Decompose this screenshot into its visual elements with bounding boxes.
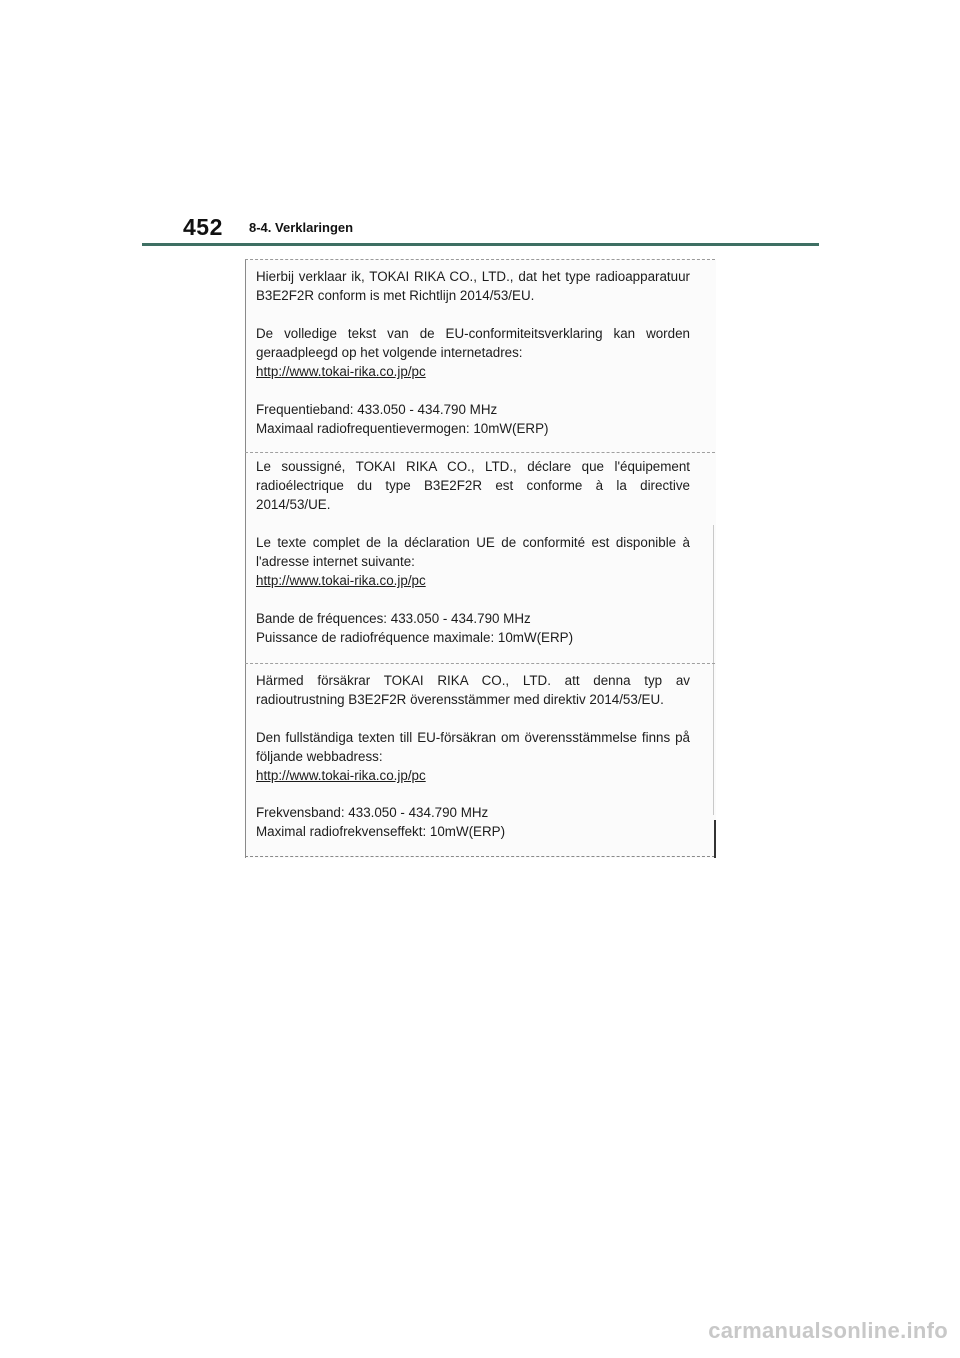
swedish-url-link[interactable]: http://www.tokai-rika.co.jp/pc bbox=[256, 768, 426, 783]
section-divider bbox=[245, 452, 715, 453]
dutch-frequency-band: Frequentieband: 433.050 - 434.790 MHz bbox=[256, 402, 498, 417]
swedish-max-power: Maximal radiofrekvenseffekt: 10mW(ERP) bbox=[256, 824, 506, 839]
scan-bottom-border bbox=[245, 856, 715, 857]
french-declaration bbox=[256, 457, 690, 514]
page-number: 452 bbox=[183, 214, 223, 240]
dutch-full-text-block bbox=[256, 324, 690, 381]
french-specs bbox=[256, 609, 690, 647]
swedish-frequency-band: Frekvensband: 433.050 - 434.790 MHz bbox=[256, 805, 489, 820]
dutch-full-text: De volledige tekst van de EU-conformiteitsverklaring kan worden geraadpleegd op het volgende internetadres: bbox=[256, 326, 690, 360]
dutch-url-link[interactable]: http://www.tokai-rika.co.jp/pc bbox=[256, 364, 426, 379]
french-full-text: Le texte complet de la déclaration UE de conformité est disponible à l'adresse internet suivante: bbox=[256, 535, 690, 569]
scan-right-edge bbox=[714, 820, 716, 858]
swedish-declaration-text: Härmed försäkrar TOKAI RIKA CO., LTD. att denna typ av radioutrustning B3E2F2R överensstämmer med direktiv 2014/53/EU. bbox=[256, 673, 690, 707]
french-declaration-text: Le soussigné, TOKAI RIKA CO., LTD., déclare que l'équipement radioélectrique du type B3E2F2R est conforme à la directive 2014/53/UE. bbox=[256, 459, 690, 512]
dutch-declaration bbox=[256, 267, 690, 305]
dutch-specs bbox=[256, 400, 690, 438]
scan-right-edge-faint bbox=[713, 525, 714, 815]
dutch-max-power: Maximaal radiofrequentievermogen: 10mW(ERP) bbox=[256, 421, 549, 436]
french-frequency-band: Bande de fréquences: 433.050 - 434.790 MHz bbox=[256, 611, 531, 626]
swedish-full-text: Den fullständiga texten till EU-försäkran om överensstämmelse finns på följande webbadress: bbox=[256, 730, 690, 764]
french-url-link[interactable]: http://www.tokai-rika.co.jp/pc bbox=[256, 573, 426, 588]
site-watermark: carmanualsonline.info bbox=[708, 1318, 948, 1343]
swedish-full-text-block bbox=[256, 728, 690, 785]
swedish-specs bbox=[256, 803, 690, 841]
header-rule bbox=[142, 243, 819, 246]
swedish-declaration bbox=[256, 671, 690, 709]
dutch-declaration-text: Hierbij verklaar ik, TOKAI RIKA CO., LTD., dat het type radioapparatuur B3E2F2R conform is met Richtlijn 2014/53/EU. bbox=[256, 269, 690, 303]
section-divider bbox=[245, 663, 715, 664]
french-full-text-block bbox=[256, 533, 690, 590]
section-title: 8-4. Verklaringen bbox=[249, 220, 354, 235]
french-max-power: Puissance de radiofréquence maximale: 10mW(ERP) bbox=[256, 630, 574, 645]
scan-top-border bbox=[245, 259, 715, 260]
